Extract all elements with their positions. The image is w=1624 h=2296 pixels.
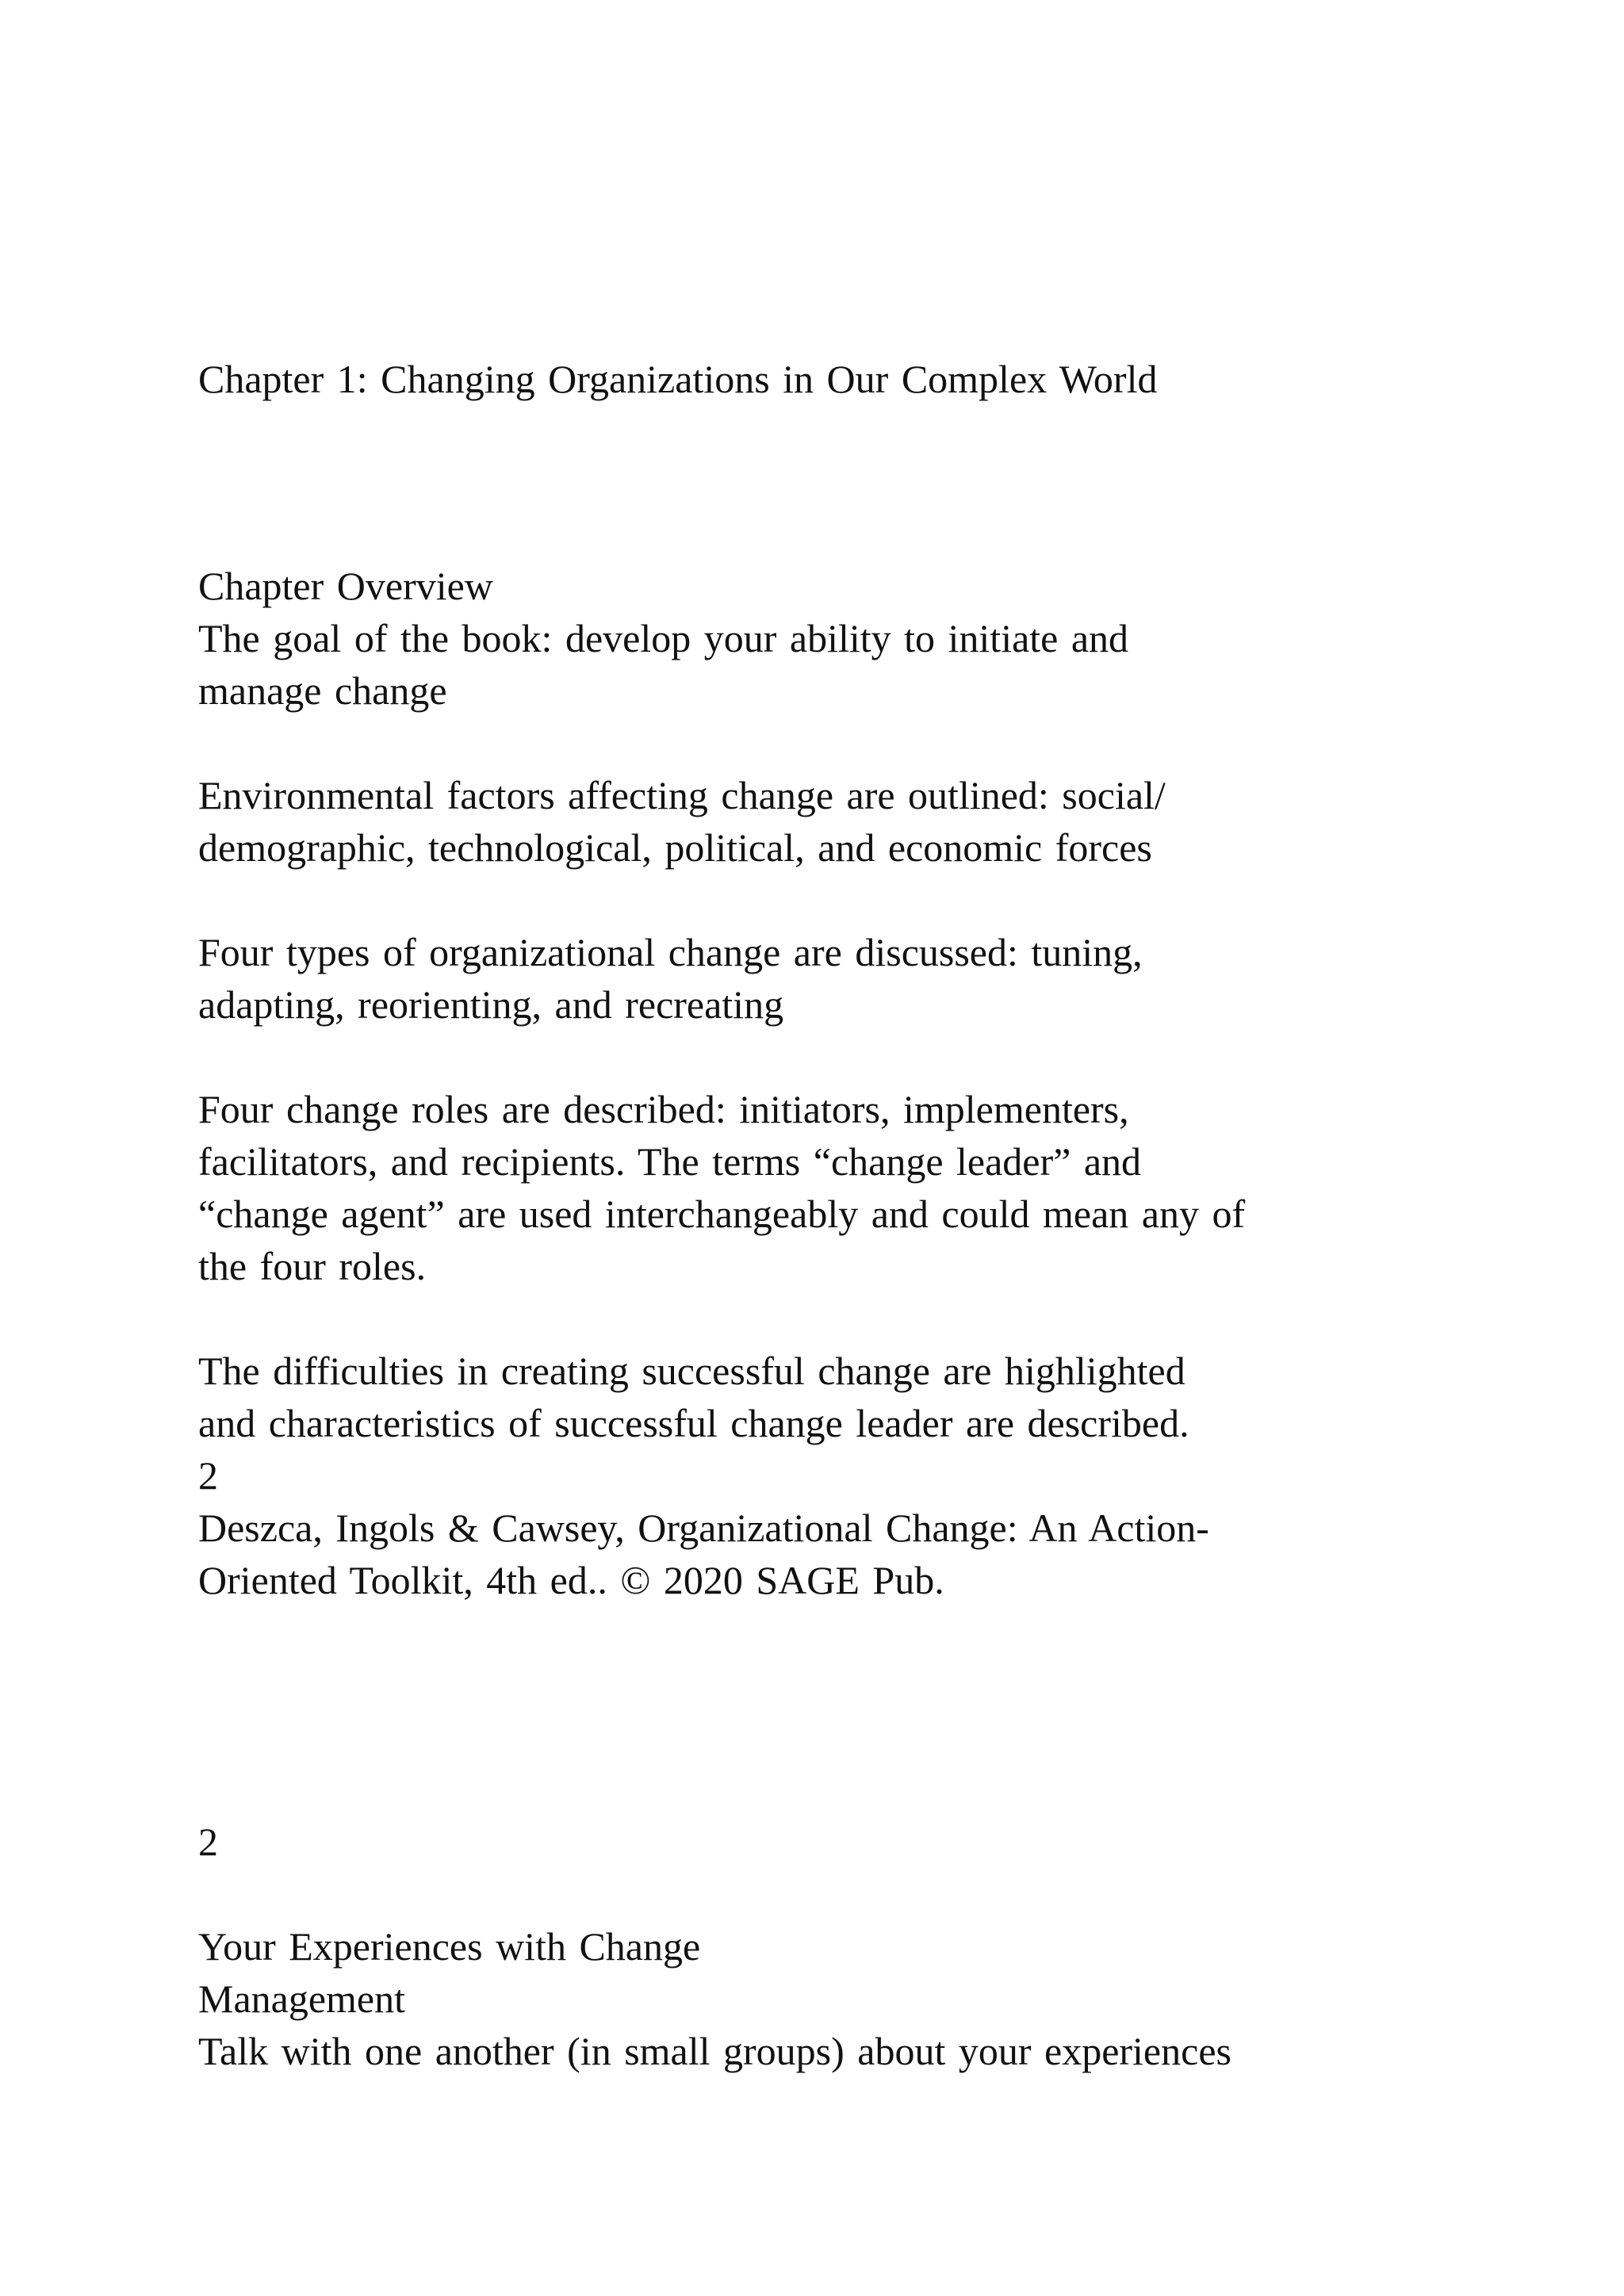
- slide-number: 2: [198, 1820, 218, 1864]
- text-line: and characteristics of successful change leader are described.: [198, 1401, 1189, 1445]
- text-line: demographic, technological, political, and economic forces: [198, 825, 1152, 870]
- section-heading-experiences: Your Experiences with Change: [198, 1924, 701, 1969]
- text-line: The difficulties in creating successful change are highlighted: [198, 1349, 1185, 1393]
- text-line: Four change roles are described: initiators, implementers,: [198, 1087, 1129, 1131]
- slide-number: 2: [198, 1453, 218, 1498]
- section-heading-experiences-cont: Management: [198, 1976, 406, 2021]
- text-line: facilitators, and recipients. The terms “change leader” and: [198, 1139, 1142, 1184]
- text-line: manage change: [198, 668, 447, 713]
- section-heading-overview: Chapter Overview: [198, 564, 493, 608]
- text-line: Environmental factors affecting change are outlined: social/: [198, 773, 1166, 817]
- chapter-title: Chapter 1: Changing Organizations in Our Complex World: [198, 357, 1158, 401]
- citation-line: Oriented Toolkit, 4th ed.. © 2020 SAGE Pub.: [198, 1558, 944, 1602]
- text-line: adapting, reorienting, and recreating: [198, 982, 784, 1027]
- text-line: Talk with one another (in small groups) about your experiences: [198, 2029, 1231, 2073]
- text-line: The goal of the book: develop your ability to initiate and: [198, 616, 1129, 660]
- citation-line: Deszca, Ingols & Cawsey, Organizational Change: An Action-: [198, 1506, 1209, 1550]
- text-line: “change agent” are used interchangeably and could mean any of: [198, 1192, 1246, 1236]
- text-line: Four types of organizational change are discussed: tuning,: [198, 930, 1143, 974]
- text-line: the four roles.: [198, 1244, 427, 1288]
